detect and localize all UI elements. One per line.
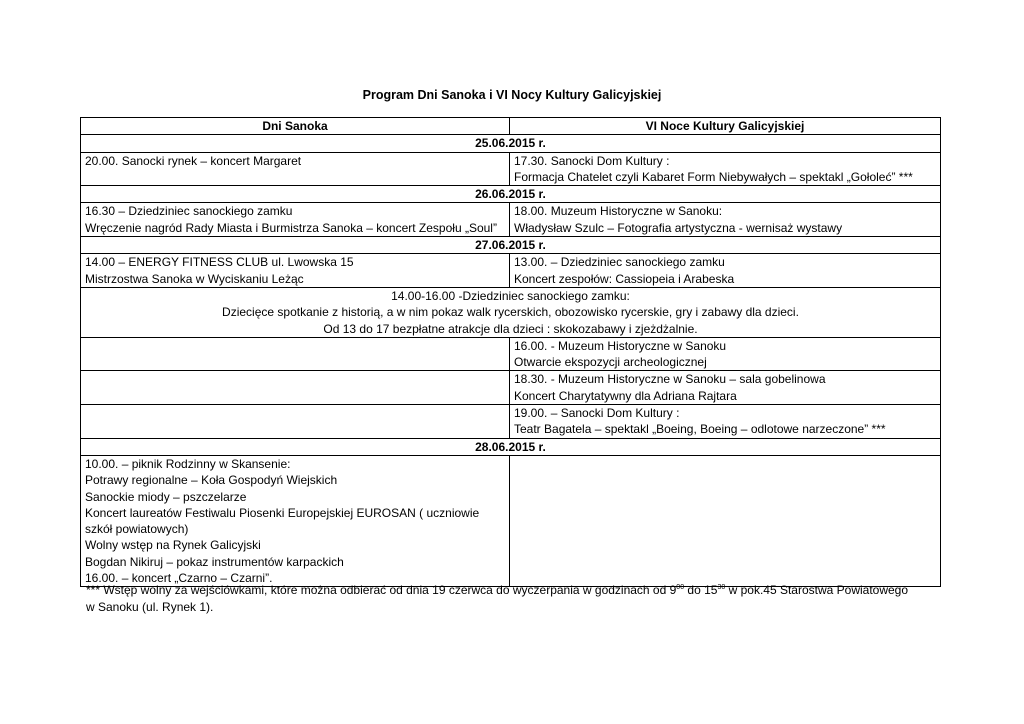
table-row: [81, 203, 941, 237]
date-label: 25.06.2015 r.: [81, 135, 941, 152]
footnote-sup: 00: [676, 584, 685, 591]
event-line: Potrawy regionalne – Koła Gospodyń Wiejskich: [85, 473, 338, 488]
footnote-line-2: w Sanoku (ul. Rynek 1).: [86, 600, 214, 614]
table-row: [81, 254, 941, 288]
date-label: 28.06.2015 r.: [81, 438, 941, 455]
header-noce-kultury: VI Noce Kultury Galicyjskiej: [510, 118, 941, 135]
table-header-row: [81, 118, 941, 135]
event-cell-right: [510, 254, 941, 288]
page-title: Program Dni Sanoka i VI Nocy Kultury Galicyjskiej: [362, 88, 662, 102]
event-cell-right: [510, 337, 941, 371]
footnote-sup: 30: [717, 584, 726, 591]
event-cell-right: [510, 405, 941, 439]
event-line: 10.00. – piknik Rodzinny w Skansenie:: [85, 456, 291, 471]
event-cell-left: [81, 254, 510, 288]
event-cell-left: [81, 203, 510, 237]
program-table: [80, 117, 941, 587]
footnote-text: do 15: [684, 583, 718, 597]
date-label: 26.06.2015 r.: [81, 186, 941, 203]
table-row: [81, 337, 941, 371]
event-cell-left-empty: [81, 337, 510, 371]
table-row-merged: [81, 287, 941, 337]
event-line: 17.30. Sanocki Dom Kultury :: [514, 153, 670, 168]
event-line: Wręczenie nagród Rady Miasta i Burmistrza Sanoka – koncert Zespołu „Soul”: [85, 220, 497, 235]
date-row: [81, 135, 941, 152]
event-cell-right: [510, 203, 941, 237]
table-row: [81, 405, 941, 439]
event-cell-right: [510, 152, 941, 186]
event-line: Teatr Bagatela – spektakl „Boeing, Boeing – odlotowe narzeczone” ***: [514, 422, 886, 437]
event-line: 14.00-16.00 -Dziedziniec sanockiego zamku:: [391, 288, 630, 303]
event-line: 20.00. Sanocki rynek – koncert Margaret: [85, 153, 302, 168]
event-line: 13.00. – Dziedziniec sanockiego zamku: [514, 255, 725, 270]
event-line: Władysław Szulc – Fotografia artystyczna - wernisaż wystawy: [514, 220, 843, 235]
table-row: [81, 371, 941, 405]
event-line: Koncert zespołów: Cassiopeia i Arabeska: [514, 271, 735, 286]
date-row: [81, 237, 941, 254]
event-cell-right-empty: [510, 455, 941, 586]
event-cell-left: [81, 152, 510, 186]
event-line: Mistrzostwa Sanoka w Wyciskaniu Leżąc: [85, 271, 304, 286]
event-line: Otwarcie ekspozycji archeologicznej: [514, 355, 707, 370]
date-row: [81, 438, 941, 455]
event-line: 19.00. – Sanocki Dom Kultury :: [514, 406, 680, 421]
footnote: [86, 582, 946, 616]
table-row: [81, 455, 941, 586]
event-line: Koncert laureatów Festiwalu Piosenki Europejskiej EUROSAN ( uczniowie: [85, 505, 480, 520]
footnote-text: w pok.45 Starostwa Powiatowego: [725, 583, 909, 597]
event-line: 16.30 – Dziedziniec sanockiego zamku: [85, 204, 293, 219]
header-dni-sanoka: Dni Sanoka: [81, 118, 510, 135]
event-line: Sanockie miody – pszczelarze: [85, 489, 247, 504]
event-line: Dziecięce spotkanie z historią, a w nim pokaz walk rycerskich, obozowisko rycerskie, gry i zabawy dla dzieci.: [222, 305, 799, 320]
event-line: Koncert Charytatywny dla Adriana Rajtara: [514, 388, 737, 403]
event-line: 16.00. - Muzeum Historyczne w Sanoku: [514, 338, 727, 353]
event-cell-left-empty: [81, 405, 510, 439]
event-line: 16.00. – koncert „Czarno – Czarni”.: [85, 571, 273, 586]
event-line: 18.30. - Muzeum Historyczne w Sanoku – sala gobelinowa: [514, 372, 826, 387]
event-line: Formacja Chatelet czyli Kabaret Form Niebywałych – spektakl „Gołoleć” ***: [514, 169, 913, 184]
event-cell-right: [510, 371, 941, 405]
event-line: Bogdan Nikiruj – pokaz instrumentów karpackich: [85, 554, 344, 569]
event-cell-merged: [81, 287, 941, 337]
date-row: [81, 186, 941, 203]
event-line: Wolny wstęp na Rynek Galicyjski: [85, 538, 261, 553]
date-label: 27.06.2015 r.: [81, 237, 941, 254]
table-row: [81, 152, 941, 186]
footnote-text: *** Wstęp wolny za wejściówkami, które można odbierać od dnia 19 czerwca do wyczerpania w godzinach od 9: [86, 583, 677, 597]
event-cell-left: [81, 455, 510, 586]
event-line: szkół powiatowych): [85, 522, 189, 537]
event-line: 14.00 – ENERGY FITNESS CLUB ul. Lwowska 15: [85, 255, 354, 270]
event-cell-left-empty: [81, 371, 510, 405]
event-line: Od 13 do 17 bezpłatne atrakcje dla dzieci : skokozabawy i zjeżdżalnie.: [323, 321, 698, 336]
event-line: 18.00. Muzeum Historyczne w Sanoku:: [514, 204, 723, 219]
